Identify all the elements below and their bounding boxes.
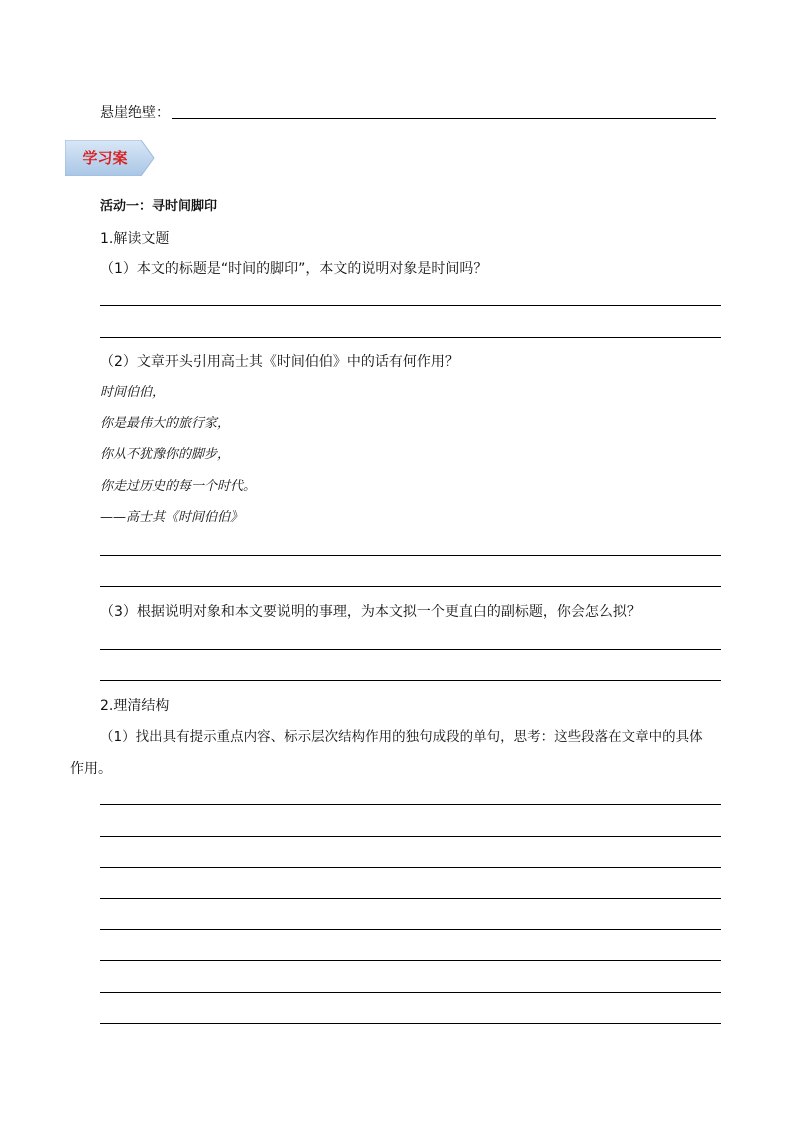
study-plan-banner xyxy=(65,140,155,176)
cliff-answer-line[interactable] xyxy=(172,118,716,119)
answer-line[interactable] xyxy=(100,305,721,306)
poem-attribution: ——高士其《时间伯伯》 xyxy=(100,510,244,525)
section1-q3: （3）根据说明对象和本文要说明的事理，为本文拟一个更直白的副标题，你会怎么拟？ xyxy=(100,604,641,620)
answer-line[interactable] xyxy=(100,867,721,868)
section1-q1: （1）本文的标题是“时间的脚印”，本文的说明对象是时间吗？ xyxy=(100,261,488,277)
answer-line[interactable] xyxy=(100,960,721,961)
answer-line[interactable] xyxy=(100,680,721,681)
poem-line: 时间伯伯， xyxy=(100,385,166,400)
activity-title: 活动一：寻时间脚印 xyxy=(100,199,218,214)
answer-line[interactable] xyxy=(100,586,721,587)
section1-q2: （2）文章开头引用高士其《时间伯伯》中的话有何作用？ xyxy=(100,354,459,370)
poem-line: 你从不犹豫你的脚步， xyxy=(100,447,231,462)
section2-q1-line1: （1）找出具有提示重点内容、标示层次结构作用的独句成段的单句，思考：这些段落在文章中的具体 xyxy=(100,729,703,745)
answer-line[interactable] xyxy=(100,836,721,837)
answer-line[interactable] xyxy=(100,337,721,338)
answer-line[interactable] xyxy=(100,804,721,805)
poem-line: 你走过历史的每一个时代。 xyxy=(100,479,257,494)
section2-q1-line2: 作用。 xyxy=(70,761,112,777)
answer-line[interactable] xyxy=(100,898,721,899)
banner-title: 学习案 xyxy=(82,149,128,167)
answer-line[interactable] xyxy=(100,992,721,993)
answer-line[interactable] xyxy=(100,929,721,930)
answer-line[interactable] xyxy=(100,649,721,650)
answer-line[interactable] xyxy=(100,555,721,556)
poem-line: 你是最伟大的旅行家， xyxy=(100,416,231,431)
section1-title: 1.解读文题 xyxy=(100,231,170,247)
cliff-label: 悬崖绝壁： xyxy=(100,105,170,121)
section2-title: 2.理清结构 xyxy=(100,698,170,714)
answer-line[interactable] xyxy=(100,1023,721,1024)
